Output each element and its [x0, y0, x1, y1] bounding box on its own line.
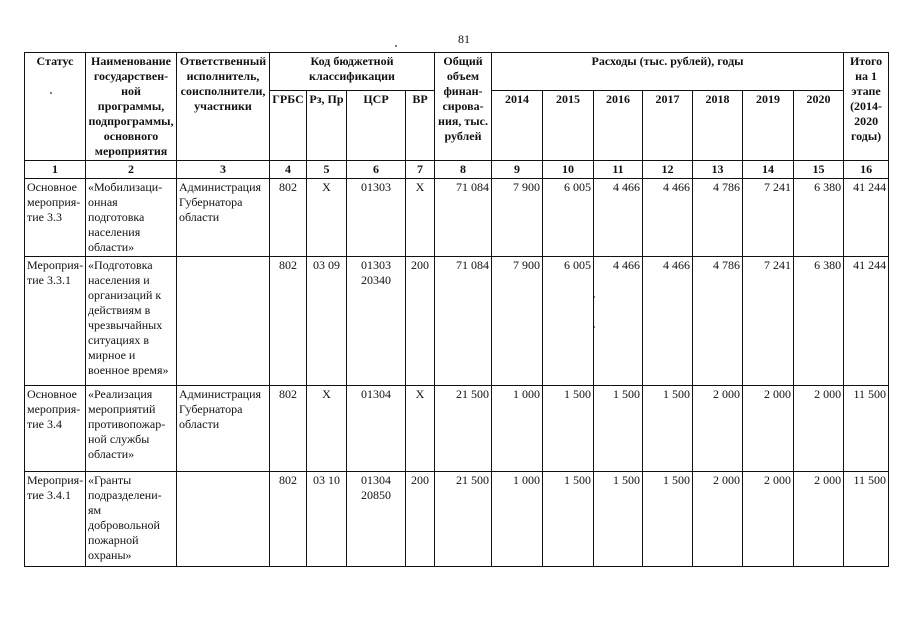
- budget-table: [24, 52, 889, 567]
- name-cell: «Гранты подразделени-ям добровольной пожарной охраны»: [86, 472, 177, 567]
- table-row: [25, 179, 889, 257]
- year-value-cell: 4 466: [643, 257, 693, 386]
- rz-pr-cell: Х: [307, 386, 347, 472]
- year-value-cell: 1 000: [492, 386, 543, 472]
- year-value-cell: 1 500: [594, 472, 643, 567]
- status-cell: Основное мероприя-тие 3.4: [25, 386, 86, 472]
- year-value-cell: 4 466: [594, 179, 643, 257]
- stage-total-cell: 11 500: [844, 472, 889, 567]
- executor-cell: Администрация Губернатора области: [177, 386, 270, 472]
- year-value-cell: 7 900: [492, 179, 543, 257]
- year-value-cell: 2 000: [693, 386, 743, 472]
- name-cell: «Подготовка населения и организаций к действиям в чрезвычайных ситуациях в мирное и военное время»: [86, 257, 177, 386]
- year-value-cell: 2 000: [794, 386, 844, 472]
- csr-cell: 01303: [347, 179, 406, 257]
- rz-pr-cell: 03 10: [307, 472, 347, 567]
- header-year: 2017: [643, 91, 693, 161]
- column-number: 12: [643, 161, 693, 179]
- header-year: 2015: [543, 91, 594, 161]
- column-number: 5: [307, 161, 347, 179]
- status-cell: Основное мероприя-тие 3.3: [25, 179, 86, 257]
- column-number: 9: [492, 161, 543, 179]
- total-cell: 21 500: [435, 472, 492, 567]
- column-number: 1: [25, 161, 86, 179]
- grbs-cell: 802: [270, 472, 307, 567]
- table-row: [25, 257, 889, 386]
- header-status: Статус: [25, 53, 86, 161]
- csr-cell: 01304: [347, 386, 406, 472]
- year-value-cell: 6 005: [543, 257, 594, 386]
- header-budget-code: Код бюджетной классификации: [270, 53, 435, 91]
- header-row-top: [25, 53, 889, 91]
- year-value-cell: 2 000: [794, 472, 844, 567]
- column-number: 11: [594, 161, 643, 179]
- column-number-row: [25, 161, 889, 179]
- year-value-cell: 1 500: [543, 386, 594, 472]
- rz-pr-cell: 03 09: [307, 257, 347, 386]
- stage-total-cell: 11 500: [844, 386, 889, 472]
- year-value-cell: 4 466: [643, 179, 693, 257]
- year-value-cell: 4 786: [693, 257, 743, 386]
- header-grbs: ГРБС: [270, 91, 307, 161]
- name-cell: «Реализация мероприятий противопожар-ной службы области»: [86, 386, 177, 472]
- year-value-cell: 7 241: [743, 257, 794, 386]
- total-cell: 71 084: [435, 257, 492, 386]
- header-name: Наименование государствен-ной программы, подпрограммы, основного мероприятия: [86, 53, 177, 161]
- vr-cell: Х: [406, 179, 435, 257]
- header-year: 2019: [743, 91, 794, 161]
- year-value-cell: 1 500: [543, 472, 594, 567]
- scan-speck: [395, 45, 397, 47]
- column-number: 10: [543, 161, 594, 179]
- column-number: 2: [86, 161, 177, 179]
- total-cell: 71 084: [435, 179, 492, 257]
- year-value-cell: 4 466: [594, 257, 643, 386]
- name-cell: «Мобилизаци-онная подготовка населения области»: [86, 179, 177, 257]
- header-year: 2018: [693, 91, 743, 161]
- header-vr: ВР: [406, 91, 435, 161]
- table-row: [25, 386, 889, 472]
- column-number: 16: [844, 161, 889, 179]
- column-number: 15: [794, 161, 844, 179]
- year-value-cell: 2 000: [693, 472, 743, 567]
- header-stage-total: Итого на 1 этапе (2014-2020 годы): [844, 53, 889, 161]
- year-value-cell: 2 000: [743, 386, 794, 472]
- grbs-cell: 802: [270, 179, 307, 257]
- column-number: 3: [177, 161, 270, 179]
- year-value-cell: 6 005: [543, 179, 594, 257]
- header-year: 2014: [492, 91, 543, 161]
- table-row: [25, 472, 889, 567]
- status-cell: Мероприя-тие 3.4.1: [25, 472, 86, 567]
- year-value-cell: 1 500: [594, 386, 643, 472]
- total-cell: 21 500: [435, 386, 492, 472]
- header-rz-pr: Рз, Пр: [307, 91, 347, 161]
- executor-cell: Администрация Губернатора области: [177, 179, 270, 257]
- vr-cell: 200: [406, 472, 435, 567]
- header-year: 2020: [794, 91, 844, 161]
- executor-cell: [177, 257, 270, 386]
- grbs-cell: 802: [270, 386, 307, 472]
- status-cell: Мероприя-тие 3.3.1: [25, 257, 86, 386]
- grbs-cell: 802: [270, 257, 307, 386]
- year-value-cell: 1 500: [643, 472, 693, 567]
- header-executor: Ответственный исполнитель, соисполнители, участники: [177, 53, 270, 161]
- year-value-cell: 4 786: [693, 179, 743, 257]
- column-number: 8: [435, 161, 492, 179]
- column-number: 13: [693, 161, 743, 179]
- csr-cell: 01304 20850: [347, 472, 406, 567]
- year-value-cell: 6 380: [794, 179, 844, 257]
- year-value-cell: 7 900: [492, 257, 543, 386]
- header-csr: ЦСР: [347, 91, 406, 161]
- year-value-cell: 7 241: [743, 179, 794, 257]
- header-year: 2016: [594, 91, 643, 161]
- vr-cell: 200: [406, 257, 435, 386]
- year-value-cell: 1 000: [492, 472, 543, 567]
- header-expenses: Расходы (тыс. рублей), годы: [492, 53, 844, 91]
- header-total-volume: Общий объем финан-сирова-ния, тыс. рублей: [435, 53, 492, 161]
- year-value-cell: 2 000: [743, 472, 794, 567]
- column-number: 7: [406, 161, 435, 179]
- executor-cell: [177, 472, 270, 567]
- vr-cell: Х: [406, 386, 435, 472]
- rz-pr-cell: Х: [307, 179, 347, 257]
- stage-total-cell: 41 244: [844, 179, 889, 257]
- column-number: 4: [270, 161, 307, 179]
- page-number: 81: [458, 32, 470, 46]
- column-number: 6: [347, 161, 406, 179]
- year-value-cell: 1 500: [643, 386, 693, 472]
- column-number: 14: [743, 161, 794, 179]
- stage-total-cell: 41 244: [844, 257, 889, 386]
- year-value-cell: 6 380: [794, 257, 844, 386]
- csr-cell: 01303 20340: [347, 257, 406, 386]
